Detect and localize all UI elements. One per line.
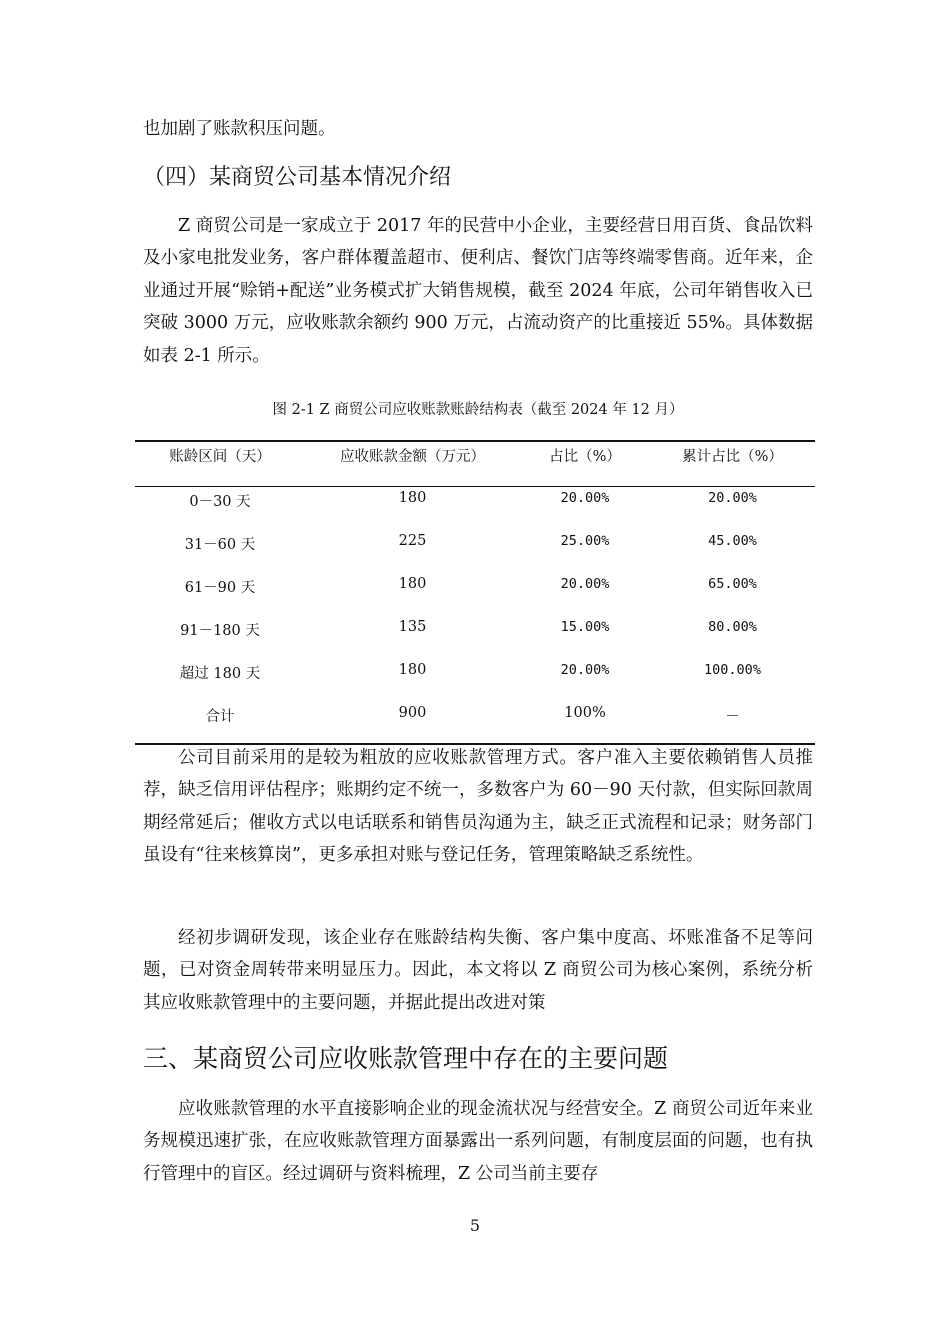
paragraph-research-findings: 经初步调研发现，该企业存在账龄结构失衡、客户集中度高、坏账准备不足等问题，已对资金周转带来明显压力。因此，本文将以 Z 商贸公司为核心案例，系统分析其应收账款管理中的主要问题，并据此提出改进对策 bbox=[143, 928, 813, 1013]
table-cell: 25.00% bbox=[560, 533, 610, 549]
paragraph-continuation: 也加剧了账款积压问题。 bbox=[143, 119, 336, 139]
table-cell: 20.00% bbox=[560, 576, 610, 592]
paragraph-management-status: 公司目前采用的是较为粗放的应收账款管理方式。客户准入主要依赖销售人员推荐，缺乏信用评估程序；账期约定不统一，多数客户为 60－90 天付款，但实际回款周期经常延后；催收方式以电话联系和销售员沟通为主，缺乏正式流程和记录；财务部门虽设有“往来核算岗”，更多承担对账与登记任务，管理策略缺乏系统性。 bbox=[143, 748, 813, 866]
chapter-heading: 三、某商贸公司应收账款管理中存在的主要问题 bbox=[143, 1044, 669, 1073]
table-cell: 超过 180 天 bbox=[179, 666, 261, 682]
paragraph-company-intro: Z 商贸公司是一家成立于 2017 年的民营中小企业，主要经营日用百货、食品饮料及小家电批发业务，客户群体覆盖超市、便利店、餐饮门店等终端零售商。近年来，企业通过开展“赊销+配送”业务模式扩大销售规模，截至 2024 年底，公司年销售收入已突破 3000 万元，应收账款余额约 900 万元，占流动资产的比重接近 55%。具体数据如表 2-1 所示。 bbox=[143, 216, 813, 366]
table-cell: 15.00% bbox=[560, 619, 610, 635]
table-cell: 61－90 天 bbox=[184, 580, 256, 596]
table-row bbox=[135, 576, 815, 600]
table-cell: 45.00% bbox=[708, 533, 757, 549]
table-cell: 225 bbox=[398, 533, 427, 549]
section-heading: （四）某商贸公司基本情况介绍 bbox=[143, 165, 452, 190]
table-row bbox=[135, 662, 815, 686]
table-cell: 65.00% bbox=[708, 576, 757, 592]
table-row bbox=[135, 490, 815, 514]
table-cell: 135 bbox=[398, 619, 427, 635]
table-cell: 合计 bbox=[205, 709, 235, 725]
table-cell: 100.00% bbox=[704, 662, 761, 678]
table-cell: 20.00% bbox=[560, 662, 610, 678]
header-cell: 账龄区间（天） bbox=[169, 449, 271, 465]
table-cell: 20.00% bbox=[560, 490, 610, 506]
table-header-row bbox=[135, 445, 815, 469]
page-number: 5 bbox=[469, 1216, 481, 1235]
table-cell: 31－60 天 bbox=[184, 537, 256, 553]
header-cell: 应收账款金额（万元） bbox=[340, 449, 485, 465]
header-cell: 累计占比（%） bbox=[682, 449, 783, 465]
table-total-row bbox=[135, 705, 815, 729]
table-cell: 900 bbox=[398, 705, 427, 721]
table-cell: － bbox=[725, 709, 740, 725]
table-cell: 100% bbox=[564, 705, 606, 721]
table-row bbox=[135, 619, 815, 643]
table-cell: 91－180 天 bbox=[180, 623, 260, 639]
table-cell: 80.00% bbox=[708, 619, 757, 635]
table-header-rule bbox=[135, 486, 815, 487]
table-top-rule bbox=[135, 440, 815, 442]
table-row bbox=[135, 533, 815, 557]
table-cell: 180 bbox=[398, 490, 427, 506]
table-cell: 180 bbox=[398, 576, 427, 592]
paragraph-chapter-intro: 应收账款管理的水平直接影响企业的现金流状况与经营安全。Z 商贸公司近年来业务规模迅速扩张，在应收账款管理方面暴露出一系列问题，有制度层面的问题，也有执行管理中的盲区。经过调研与资料梳理，Z 公司当前主要存 bbox=[143, 1099, 813, 1184]
table-caption: 图 2-1 Z 商贸公司应收账款账龄结构表（截至 2024 年 12 月） bbox=[272, 402, 684, 418]
table-cell: 20.00% bbox=[708, 490, 757, 506]
table-cell: 0－30 天 bbox=[189, 494, 251, 510]
table-cell: 180 bbox=[398, 662, 427, 678]
header-cell: 占比（%） bbox=[549, 449, 621, 465]
